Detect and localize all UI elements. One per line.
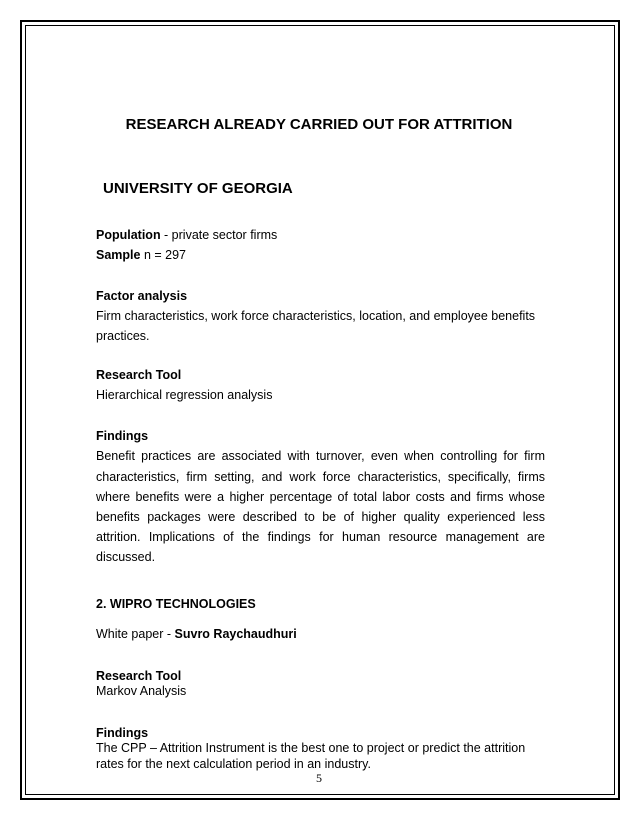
findings-line: discussed. <box>96 550 156 564</box>
findings-heading-georgia: Findings <box>96 429 149 443</box>
whitepaper-author: Suvro Raychaudhuri <box>174 627 297 641</box>
population-label: Population <box>96 228 161 242</box>
findings-line-wipro: The CPP – Attrition Instrument is the best one to project or predict the attrition <box>96 741 526 755</box>
population-line <box>96 228 277 242</box>
findings-line: attrition. Implications of the findings for human resource management are <box>96 530 545 544</box>
tool-heading-georgia: Research Tool <box>96 368 182 382</box>
population-value: - private sector firms <box>160 228 278 242</box>
sample-line <box>96 248 186 262</box>
findings-heading-wipro: Findings <box>96 726 149 740</box>
section-heading-georgia: UNIVERSITY OF GEORGIA <box>103 180 293 197</box>
tool-heading-wipro: Research Tool <box>96 669 182 683</box>
tool-value-georgia: Hierarchical regression analysis <box>96 388 273 402</box>
factor-line: Firm characteristics, work force characteristics, location, and employee benefits <box>96 309 536 323</box>
factor-line: practices. <box>96 329 150 343</box>
section-heading-wipro: 2. WIPRO TECHNOLOGIES <box>96 597 256 611</box>
findings-line: where benefits were a higher percentage of total labor costs and firms whose <box>96 490 545 504</box>
whitepaper-label: White paper - <box>96 627 175 641</box>
findings-line: benefits packages were described to be of higher quality experienced less <box>96 510 545 524</box>
whitepaper-line <box>96 627 297 641</box>
findings-line: Benefit practices are associated with turnover, even when controlling for firm <box>96 449 545 463</box>
sample-value: n = 297 <box>140 248 186 262</box>
page-number: 5 <box>316 771 322 785</box>
page-title: RESEARCH ALREADY CARRIED OUT FOR ATTRITION <box>125 116 513 133</box>
sample-label: Sample <box>96 248 141 262</box>
tool-value-wipro: Markov Analysis <box>96 684 187 698</box>
findings-line-wipro: rates for the next calculation period in an industry. <box>96 757 371 771</box>
findings-line: characteristics, firm setting, and work force characteristics, specifically, firms <box>96 470 545 484</box>
factor-heading: Factor analysis <box>96 289 188 303</box>
